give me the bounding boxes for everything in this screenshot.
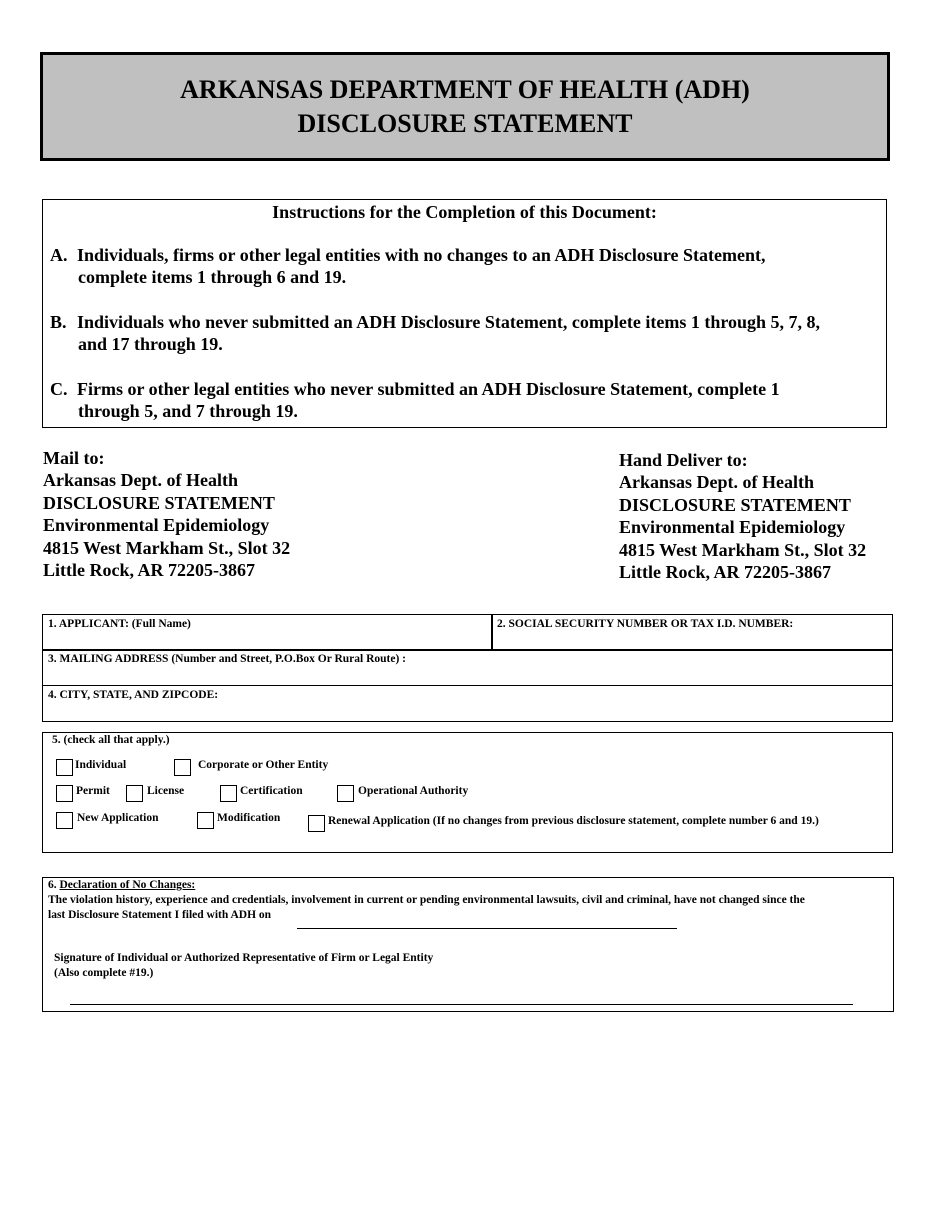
instruction-text: Individuals, firms or other legal entities with no changes to an ADH Disclosure Statement, [77, 245, 766, 265]
signature-line[interactable] [70, 1004, 853, 1005]
new-application-label: New Application [77, 812, 159, 824]
individual-label: Individual [75, 759, 127, 771]
renewal-application-label: Renewal Application (If no changes from previous disclosure statement, complete number 6 and 19.) [328, 815, 819, 827]
instruction-letter: B. [50, 312, 67, 332]
document-title-line2: DISCLOSURE STATEMENT [297, 108, 633, 138]
renewal-application-checkbox[interactable] [308, 815, 325, 832]
city-state-zip-field[interactable] [42, 685, 893, 722]
mailing-address-field[interactable] [42, 649, 893, 686]
address-line: Little Rock, AR 72205-3867 [619, 562, 831, 583]
address-line: Environmental Epidemiology [619, 517, 846, 538]
instruction-text: through 5, and 7 through 19. [78, 401, 298, 421]
section-6-text-line1: The violation history, experience and credentials, involvement in current or pending environmental lawsuits, civil and criminal, have not changed since the [48, 894, 805, 906]
hand-deliver-heading: Hand Deliver to: [619, 450, 748, 470]
section-5-box [42, 732, 893, 853]
signature-label: Signature of Individual or Authorized Representative of Firm or Legal Entity [54, 952, 434, 964]
city-state-zip-label: 4. CITY, STATE, AND ZIPCODE: [48, 689, 219, 701]
license-label: License [147, 785, 185, 797]
applicant-field[interactable] [42, 614, 493, 651]
section-6-text-line2: last Disclosure Statement I filed with ADH on [48, 909, 272, 921]
instruction-item-a [50, 244, 870, 288]
operational-authority-label: Operational Authority [358, 785, 469, 797]
instruction-letter: C. [50, 379, 68, 399]
address-line: Environmental Epidemiology [43, 515, 270, 536]
address-line: 4815 West Markham St., Slot 32 [619, 539, 867, 560]
address-line: Little Rock, AR 72205-3867 [43, 560, 255, 581]
instructions-title: Instructions for the Completion of this Document: [272, 202, 657, 222]
hand-deliver-address [619, 449, 866, 583]
applicant-label: 1. APPLICANT: (Full Name) [48, 618, 191, 630]
instruction-letter: A. [50, 245, 68, 265]
modification-checkbox[interactable] [197, 812, 214, 829]
section-6-number: 6. [48, 879, 57, 891]
instruction-text: complete items 1 through 6 and 19. [78, 267, 347, 287]
corporate-checkbox[interactable] [174, 759, 191, 776]
address-line: 4815 West Markham St., Slot 32 [43, 537, 291, 558]
certification-checkbox[interactable] [220, 785, 237, 802]
address-line: Arkansas Dept. of Health [43, 470, 239, 491]
mailing-address-label: 3. MAILING ADDRESS (Number and Street, P.O.Box Or Rural Route) : [48, 653, 407, 665]
section-6-box [42, 877, 894, 1012]
document-title-box [40, 52, 890, 161]
corporate-label: Corporate or Other Entity [198, 759, 329, 771]
mail-to-address [43, 447, 290, 581]
document-title-line1: ARKANSAS DEPARTMENT OF HEALTH (ADH) [180, 74, 750, 104]
permit-checkbox[interactable] [56, 785, 73, 802]
ssn-field[interactable] [491, 614, 893, 651]
modification-label: Modification [217, 812, 281, 824]
section-6-heading [48, 879, 195, 891]
operational-authority-checkbox[interactable] [337, 785, 354, 802]
certification-label: Certification [240, 785, 303, 797]
section-6-title: Declaration of No Changes: [59, 879, 196, 891]
instruction-text: Firms or other legal entities who never submitted an ADH Disclosure Statement, complete 1 [77, 379, 780, 399]
address-line: DISCLOSURE STATEMENT [619, 494, 851, 515]
signature-note: (Also complete #19.) [54, 967, 154, 979]
instruction-text: and 17 through 19. [78, 334, 223, 354]
section-5-label: 5. (check all that apply.) [52, 734, 170, 746]
address-line: Arkansas Dept. of Health [619, 472, 815, 493]
individual-checkbox[interactable] [56, 759, 73, 776]
mail-to-heading: Mail to: [43, 448, 105, 468]
permit-label: Permit [76, 785, 110, 797]
instruction-item-c [50, 378, 870, 422]
instructions-box [42, 199, 887, 428]
address-line: DISCLOSURE STATEMENT [43, 492, 275, 513]
instruction-item-b [50, 311, 870, 355]
ssn-label: 2. SOCIAL SECURITY NUMBER OR TAX I.D. NUMBER: [497, 618, 794, 630]
date-filed-line[interactable] [297, 928, 677, 929]
license-checkbox[interactable] [126, 785, 143, 802]
new-application-checkbox[interactable] [56, 812, 73, 829]
instruction-text: Individuals who never submitted an ADH Disclosure Statement, complete items 1 through 5, 7, 8, [77, 312, 821, 332]
